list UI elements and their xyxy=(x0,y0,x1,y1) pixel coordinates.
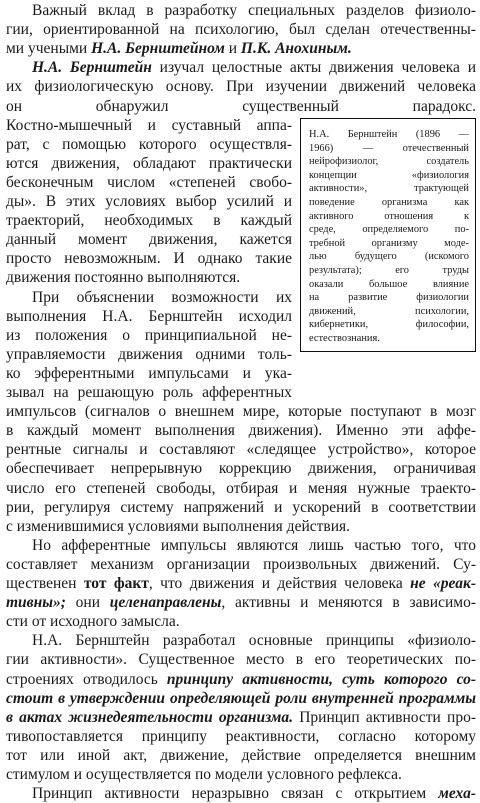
text-line xyxy=(6,116,292,135)
text-segment: число его степеней свободы, отбирая и меняя нужные траекто- xyxy=(6,479,476,497)
text-line xyxy=(32,58,476,77)
sidebar-line: на развитие физиологии xyxy=(309,292,469,304)
text-line xyxy=(6,574,476,593)
text-segment: ко эфферентными импульсами и ука- xyxy=(6,364,292,382)
sidebar-line: движений, психологии, xyxy=(309,305,469,317)
sidebar-line: кибернетики, философии, xyxy=(309,319,469,331)
text-segment: управляемости движения одними толь- xyxy=(6,345,292,363)
text-line xyxy=(6,612,476,631)
text-segment: тивопоставляется принципу реактивности, согласно которому xyxy=(6,727,476,745)
text-line xyxy=(6,192,292,211)
text-line xyxy=(6,97,476,116)
sidebar-line: поведение организма как xyxy=(309,197,469,208)
sidebar-line: оказали большое влияние xyxy=(309,278,469,290)
text-segment: в актах жизнедеятельности организма. xyxy=(6,708,293,726)
text-segment: Н.А. Бернштейн xyxy=(32,59,152,77)
text-line xyxy=(6,650,476,669)
text-segment: Костно-мышечный и суставный аппа- xyxy=(6,116,292,134)
text-segment: их физиологическую основу. При изучении движений человека xyxy=(6,78,476,96)
text-segment: из положения о принципиальной не- xyxy=(6,326,292,344)
text-line xyxy=(6,326,292,345)
sidebar-line: естествознания. xyxy=(309,333,380,344)
sidebar-line: требной организму моде- xyxy=(309,237,469,249)
text-line xyxy=(32,631,476,650)
biography-sidebar xyxy=(300,118,476,352)
sidebar-line: активного отношения к xyxy=(309,210,469,222)
text-line xyxy=(6,77,476,96)
text-line xyxy=(6,211,292,230)
text-segment: ми учеными xyxy=(6,40,92,58)
text-segment: При объяснении возможности их xyxy=(32,288,292,306)
text-segment: строениях отводилось xyxy=(6,670,167,688)
text-segment: выполнения Н.А. Бернштейн исходил xyxy=(6,307,292,325)
sidebar-line: среде, определяемого по- xyxy=(309,224,469,236)
text-segment: он обнаружил существенный парадокс. xyxy=(6,97,476,115)
text-line xyxy=(32,784,476,803)
text-segment: бесконечным числом «степеней свобо- xyxy=(6,173,292,191)
text-line xyxy=(6,249,292,268)
text-segment: и xyxy=(224,40,241,58)
sidebar-line: лью будущего (искомого xyxy=(309,251,469,263)
sidebar-line: Н.А. Бернштейн (1896 — xyxy=(309,129,469,140)
sidebar-line: 1966) — отечественный xyxy=(309,142,469,154)
text-line xyxy=(6,345,292,364)
text-segment: изучал целостные акты движения человека и xyxy=(151,59,476,77)
text-segment: тивны»; xyxy=(6,594,66,612)
text-line xyxy=(6,230,292,249)
text-segment: Но афферентные импульсы являются лишь частью того, что xyxy=(32,536,476,554)
text-segment: , что движения и действия человека xyxy=(148,575,411,592)
text-segment: стимулом и осуществляется по модели условного рефлекса. xyxy=(6,766,402,783)
text-line xyxy=(6,173,292,192)
text-segment: , активны и меняются в зависимо- xyxy=(221,594,476,612)
text-segment: меха- xyxy=(438,785,476,803)
text-segment: принципу активности, суть которого со- xyxy=(166,670,476,688)
sidebar-line: нейрофизиолог, создатель xyxy=(309,156,469,168)
text-line xyxy=(6,479,476,498)
text-line xyxy=(6,459,476,478)
text-line xyxy=(32,536,476,555)
text-line xyxy=(6,440,476,459)
text-segment: с изменившимися условиями выполнения действия. xyxy=(6,517,351,535)
text-line xyxy=(6,765,476,784)
text-line xyxy=(6,268,292,287)
text-line xyxy=(32,1,476,20)
text-line xyxy=(6,555,476,574)
text-line xyxy=(6,746,476,765)
text-segment: в каждый момент выполнения движения). Именно эти аффе- xyxy=(6,422,476,440)
text-segment: сти от исходного замысла. xyxy=(6,613,180,631)
text-segment: обеспечивает непрерывную коррекцию движения, ограничивая xyxy=(6,460,476,478)
text-line xyxy=(6,364,292,383)
sidebar-line: активности», трактующей xyxy=(309,183,469,195)
text-segment: рат, с помощью которого осуществля- xyxy=(6,135,292,153)
text-segment: импульсов (сигналов о внешнем мире, которые поступают в мозг xyxy=(6,403,476,421)
text-segment: щественен xyxy=(6,575,84,592)
text-segment: Принцип активности про- xyxy=(293,708,476,726)
text-line xyxy=(6,154,292,173)
text-segment: гии, ориентированной на психологию, был сделан отечественны- xyxy=(6,21,476,39)
text-segment: просто невозможным. И однако такие xyxy=(6,250,292,268)
text-line xyxy=(6,708,476,727)
text-segment: Н.А. Бернштейн разработал основные принципы «физиоло- xyxy=(32,632,476,650)
text-line xyxy=(6,383,292,402)
text-segment: тот факт xyxy=(83,575,149,592)
text-line xyxy=(6,689,476,708)
text-segment: стоит в утверждении определяющей роли внутренней программы xyxy=(6,689,476,707)
text-segment: рентные сигналы и составляют «следящее устройство», которое xyxy=(6,441,476,459)
text-segment: целенаправлены xyxy=(109,594,222,612)
text-line xyxy=(6,421,476,440)
text-segment: Важный вклад в разработку специальных разделов физиоло- xyxy=(32,2,476,19)
text-segment: П.К. Анохиным. xyxy=(240,40,352,58)
text-segment: рии, регулируя систему напряжений и ускорений в соответствии xyxy=(6,498,476,516)
text-segment: они xyxy=(65,594,110,612)
text-line xyxy=(6,20,476,39)
text-line xyxy=(6,402,476,421)
text-segment: данный момент движения, кажется xyxy=(6,231,292,249)
text-line xyxy=(6,517,476,536)
text-segment: составляет механизм организации произвольных движений. Су- xyxy=(6,555,476,573)
text-line xyxy=(32,288,292,307)
text-segment: ются движения, обладают практически xyxy=(6,154,292,172)
sidebar-line: концепции «физиология xyxy=(309,169,469,181)
text-segment: тот или иной акт, движение, действие определяется внешним xyxy=(6,746,476,764)
text-segment: гии активности». Существенное место в его теоретических по- xyxy=(6,651,476,669)
text-segment: траекторий, необходимых в каждый xyxy=(6,212,292,230)
text-segment: Н.А. Бернштейном xyxy=(91,40,225,58)
text-segment: не «реак- xyxy=(410,575,476,592)
text-line xyxy=(6,727,476,746)
text-segment: Принцип активности неразрывно связан с открытием xyxy=(32,785,439,803)
text-segment: движения постоянно выполняются. xyxy=(6,269,241,287)
text-line xyxy=(6,39,476,58)
sidebar-line: результата); его труды xyxy=(309,265,469,276)
text-line xyxy=(6,307,292,326)
text-line xyxy=(6,498,476,517)
text-line xyxy=(6,670,476,689)
text-segment: ды». В этих условиях выбор усилий и xyxy=(6,193,292,210)
text-line xyxy=(6,593,476,612)
text-segment: зывал на решающую роль афферентных xyxy=(6,384,292,401)
text-line xyxy=(6,135,292,154)
